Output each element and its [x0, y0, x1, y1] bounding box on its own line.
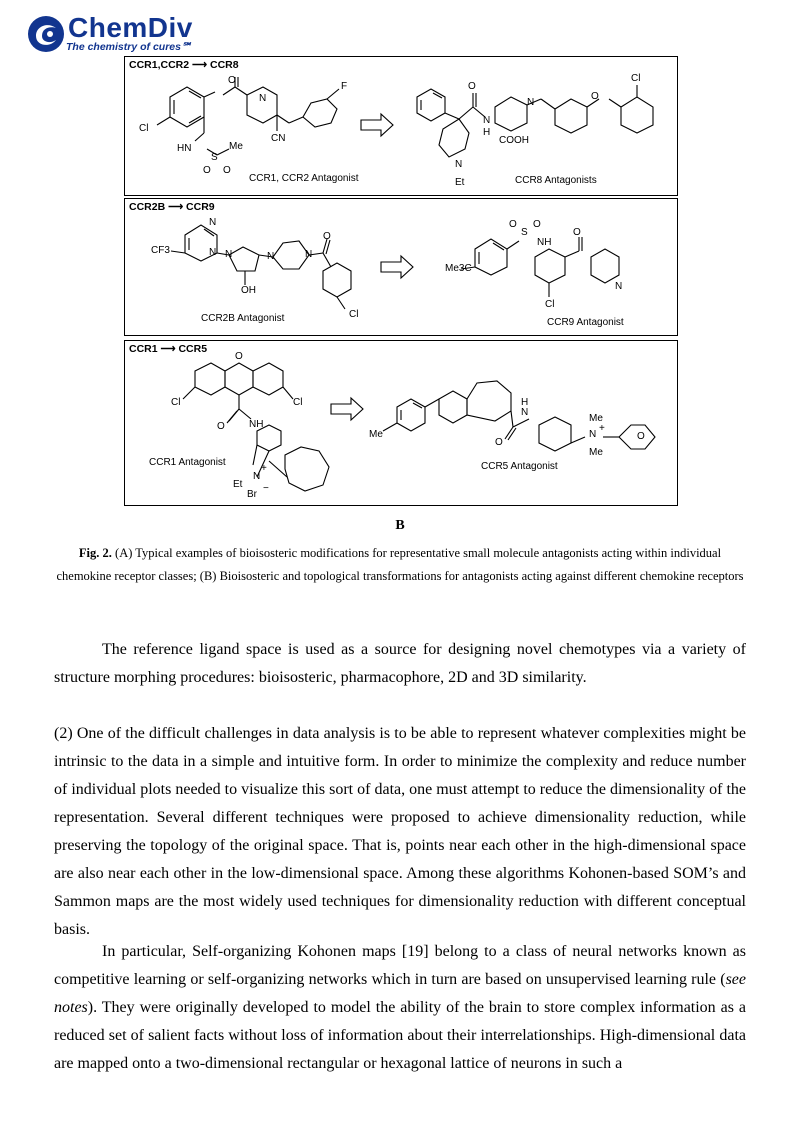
panel2-title: CCR2B ⟶ CCR9: [129, 201, 215, 213]
panel3-title: CCR1 ⟶ CCR5: [129, 343, 208, 355]
atom-label: O: [468, 81, 476, 92]
atom-label: O: [637, 431, 645, 442]
figure-caption: [54, 542, 746, 588]
atom-label: O: [228, 75, 236, 86]
atom-label: Me: [589, 447, 603, 458]
atom-label: N: [615, 281, 623, 292]
paragraph-3-part-a: In particular, Self-organizing Kohonen maps [19] belong to a class of neural networks known as competitive learning or self-organizing networks which in turn are based on unsupervised learning rule (: [54, 943, 746, 988]
panel3-right-label: CCR5 Antagonist: [481, 461, 558, 472]
atom-label: Me: [369, 429, 383, 440]
atom-label: O: [495, 437, 503, 448]
chemdiv-logo-icon: [26, 14, 66, 54]
atom-label: N: [209, 217, 217, 228]
panel1-title: CCR1,CCR2 ⟶ CCR8: [129, 59, 239, 71]
atom-label: H: [521, 397, 529, 408]
transform-arrow-3: [331, 398, 363, 420]
atom-label: Cl: [139, 123, 149, 134]
paragraph-3: [54, 938, 746, 1078]
atom-label: N: [527, 97, 535, 108]
atom-label: O: [509, 219, 517, 230]
atom-label: COOH: [499, 135, 529, 146]
paragraph-3-part-b: ). They were originally developed to model the ability of the brain to store complex information as a reduced set of salient facts without loss of information about their interrelationships. High-dimensional data are mapped onto a two-dimensional rectangular or hexagonal lattice of neurons in such a: [54, 999, 746, 1072]
caption-text: (A) Typical examples of bioisosteric modifications for representative small molecule antagonists acting within individual chemokine receptor classes; (B) Bioisosteric and topological transformations for antagonists acting against different chemokine receptors: [56, 546, 744, 583]
ring-cycloheptene: [467, 381, 511, 421]
atom-label: Me: [589, 413, 603, 424]
ring-chlorophenyl: [170, 87, 204, 127]
paragraph-1: The reference ligand space is used as a source for designing novel chemotypes via a variety of structure morphing procedures: bioisosteric, pharmacophore, 2D and 3D similarity.: [54, 641, 746, 686]
atom-label: O: [533, 219, 541, 230]
atom-label: O: [323, 231, 331, 242]
panel1-left-label: CCR1, CCR2 Antagonist: [249, 173, 359, 184]
scheme-panel-ccr1-ccr2-to-ccr8: [124, 56, 678, 196]
atom-label: O: [203, 165, 211, 176]
ring-pyrrolidine: [229, 247, 259, 271]
ring-pyridine: [591, 249, 619, 283]
ring-xanthene-mid: [225, 363, 253, 395]
atom-label: HN: [177, 143, 192, 154]
transform-arrow-1: [361, 114, 393, 136]
atom-label: CN: [271, 133, 286, 144]
ring-xanthene-left: [195, 363, 225, 395]
figure-panel-label: B: [395, 518, 405, 533]
atom-label: N: [267, 251, 275, 262]
scheme-panel-ccr1-to-ccr5: [124, 340, 678, 506]
atom-label: F: [341, 81, 348, 92]
atom-label: N: [483, 115, 491, 126]
atom-label: O: [573, 227, 581, 238]
atom-label: +: [261, 463, 267, 474]
scheme-panel-ccr2b-to-ccr9: [124, 198, 678, 336]
ring-anilide: [539, 417, 571, 451]
atom-label: H: [483, 127, 491, 138]
atom-label: +: [599, 423, 605, 434]
ring-piperazine: [273, 241, 309, 269]
atom-label: Et: [233, 479, 243, 490]
logo-wordmark: ChemDiv: [68, 12, 193, 43]
paragraph-3-emphasis: see notes: [54, 971, 746, 1016]
atom-label: Cl: [545, 299, 555, 310]
panel1-right-label: CCR8 Antagonists: [515, 175, 597, 186]
ring-phenyl-ether: [555, 99, 587, 133]
panel3-left-label: CCR1 Antagonist: [149, 457, 226, 468]
atom-label: Cl: [631, 73, 641, 84]
ring-cyclooctene: [285, 447, 329, 491]
paragraph-2: (2) One of the difficult challenges in data analysis is to be able to represent whatever complexities might be intrinsic to the data in a simple and intuitive form. In order to minimize the complexity and reduce number of individual plots needed to visualize this sort of data, one must attempt to reduce the dimensionality of the representation. Several different techniques were proposed to achieve dimensionality reduction, while preserving the topology of the original space. That is, points near each other in the high-dimensional space are also near each other in the low-dimensional space. Among these algorithms Kohonen-based SOM’s and Sammon maps are the most widely used techniques for dimensionality reduction with different conceptual basis.: [54, 725, 746, 938]
ring-piperidine-2: [439, 119, 469, 157]
ring-chlorobenzoyl: [323, 263, 351, 297]
logo-tagline: The chemistry of cures℠: [66, 41, 192, 53]
ring-chlorophenyl-2: [621, 97, 653, 133]
transform-arrow-2: [381, 256, 413, 278]
atom-label: Cl: [293, 397, 303, 408]
chemdiv-logo: [26, 12, 216, 56]
atom-label: O: [217, 421, 225, 432]
caption-fig-number: Fig. 2.: [78, 546, 112, 560]
panel2-left-label: CCR2B Antagonist: [201, 313, 285, 324]
atom-label: S: [521, 227, 528, 238]
atom-label: S: [211, 152, 218, 163]
atom-label: N: [209, 247, 217, 258]
atom-label: N: [253, 471, 261, 482]
atom-label: Cl: [171, 397, 181, 408]
ring-fluorophenyl: [303, 99, 337, 127]
atom-label: Me3C: [445, 263, 472, 274]
atom-label: N: [455, 159, 463, 170]
atom-label: N: [305, 249, 313, 260]
ring-benzocycloheptene: [439, 391, 467, 423]
atom-label: Br: [247, 489, 257, 500]
atom-label: Me: [229, 141, 243, 152]
atom-label: O: [591, 91, 599, 102]
panel2-right-label: CCR9 Antagonist: [547, 317, 624, 328]
atom-label: −: [263, 483, 269, 494]
atom-label: N: [259, 93, 267, 104]
ring-tolyl-tbu: [475, 239, 507, 275]
ring-piperidine-3: [495, 97, 527, 131]
atom-label: Cl: [349, 309, 359, 320]
atom-label: O: [223, 165, 231, 176]
atom-label: O: [235, 351, 243, 362]
atom-label: N: [521, 407, 529, 418]
atom-label: NH: [249, 419, 264, 430]
ring-xanthene-right: [253, 363, 283, 395]
atom-label: Et: [455, 177, 465, 188]
atom-label: N: [589, 429, 597, 440]
atom-label: NH: [537, 237, 552, 248]
atom-label: CF3: [151, 245, 170, 256]
atom-label: N: [225, 249, 233, 260]
ring-chloroaryl: [535, 249, 565, 283]
atom-label: OH: [241, 285, 256, 296]
